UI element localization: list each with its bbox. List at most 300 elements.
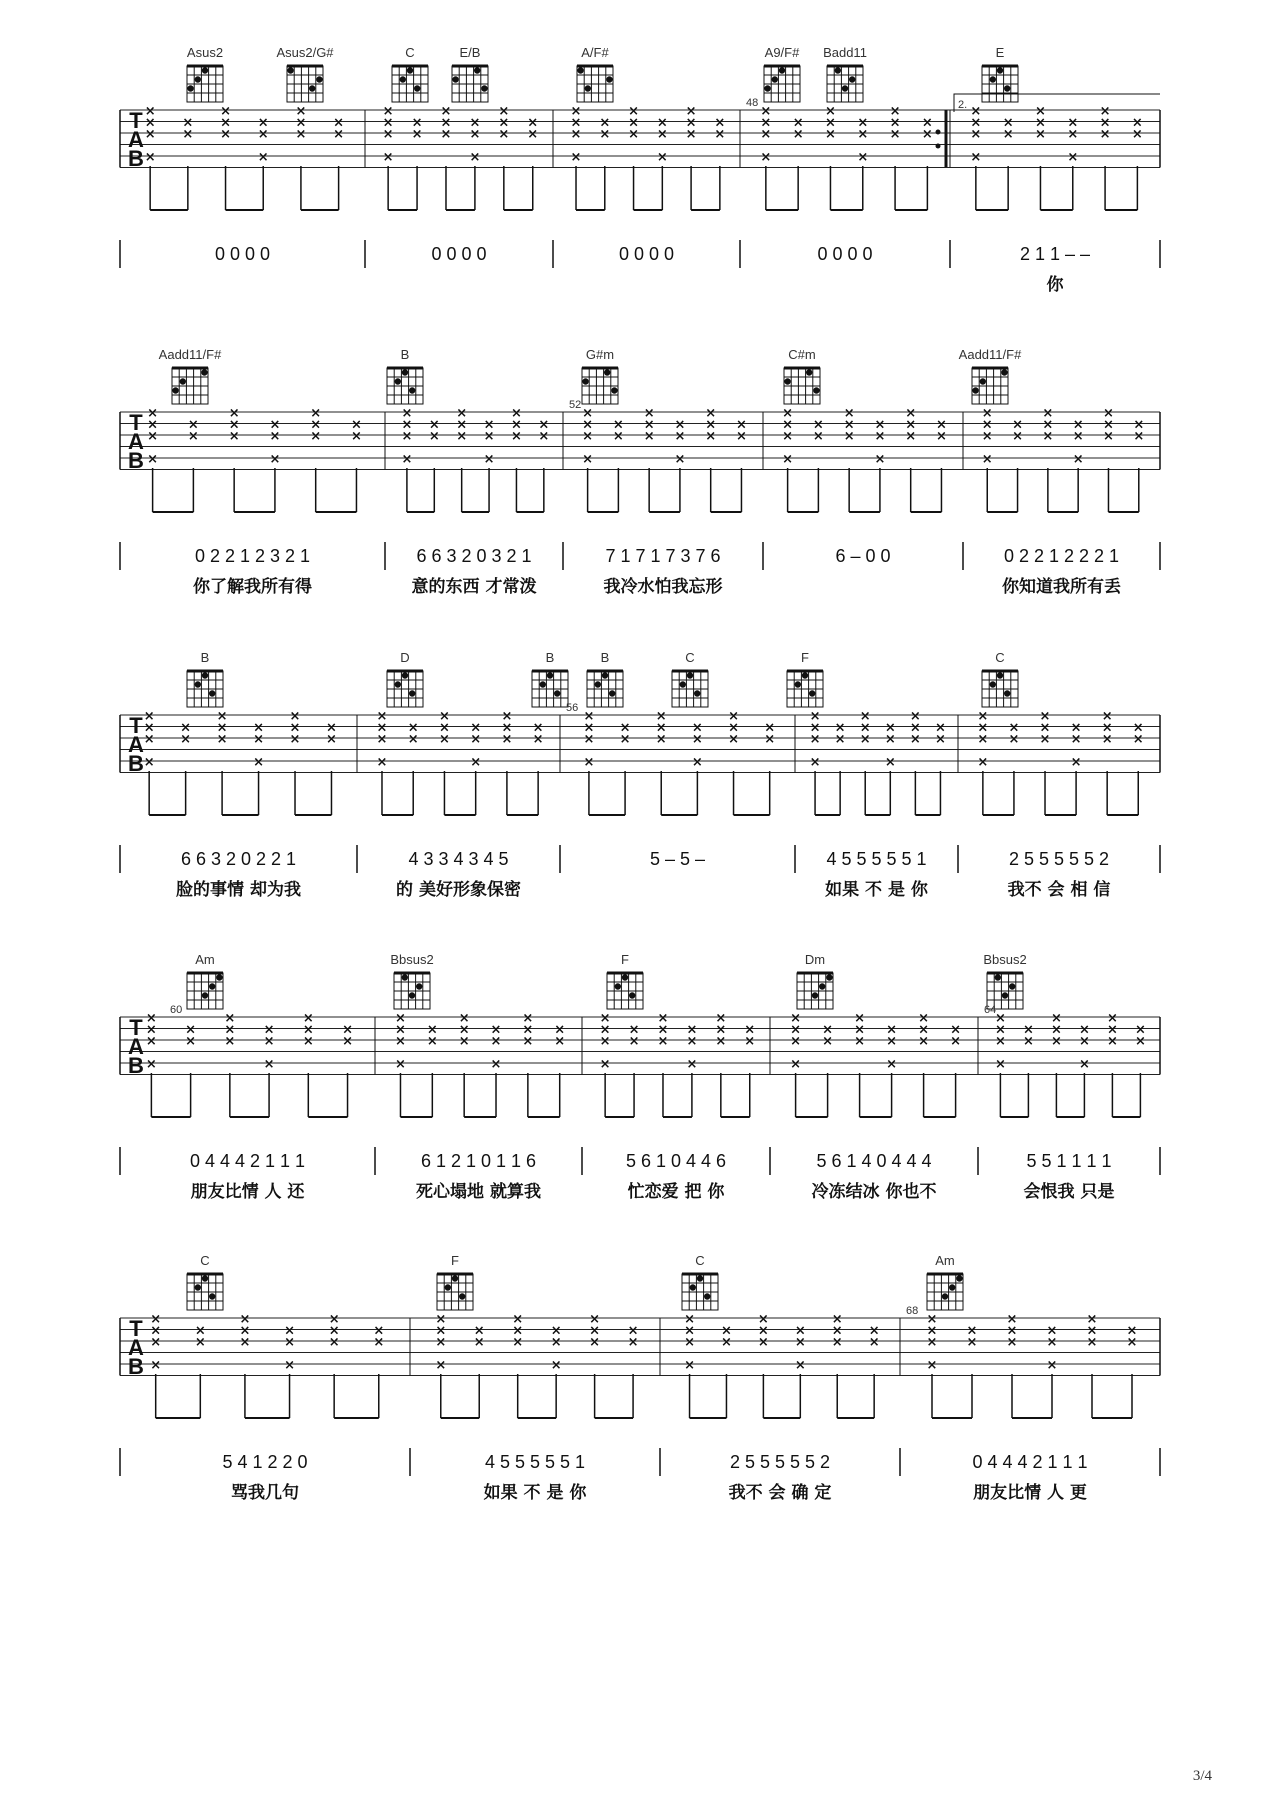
- bass-x: ×: [926, 1358, 938, 1373]
- strum-x: ×: [760, 127, 772, 142]
- strum-x: ×: [289, 732, 301, 747]
- strum-x: ×: [147, 429, 159, 444]
- strum-x: ×: [407, 720, 419, 736]
- strum-x: ×: [1022, 1022, 1034, 1038]
- finger-dot: [604, 369, 610, 375]
- finger-dot: [764, 85, 770, 91]
- strum-x: ×: [736, 417, 747, 433]
- finger-dot: [595, 681, 601, 687]
- strum-x: ×: [657, 1022, 669, 1038]
- strum-x: ×: [868, 1335, 880, 1350]
- strum-x: ×: [643, 406, 655, 421]
- strum-x: ×: [889, 104, 901, 119]
- notation-text: 0 4 4 4 2 1 1 1: [189, 1151, 306, 1171]
- strum-x: ×: [1039, 720, 1051, 736]
- strum-x: ×: [714, 127, 726, 142]
- strum-x: ×: [1067, 115, 1079, 131]
- volta-bracket: [954, 94, 1160, 112]
- finger-dot: [309, 85, 315, 91]
- bass-x: ×: [401, 452, 413, 467]
- strum-x: ×: [1012, 417, 1024, 433]
- strum-x: ×: [220, 115, 231, 131]
- strum-x: ×: [554, 1022, 566, 1038]
- strum-x: ×: [655, 720, 667, 736]
- strum-x: ×: [934, 720, 946, 736]
- strum-x: ×: [1103, 417, 1114, 433]
- finger-dot: [704, 1293, 710, 1299]
- strum-x: ×: [981, 406, 993, 421]
- chord-diagram: [587, 671, 623, 707]
- strum-x: ×: [1006, 1335, 1018, 1350]
- finger-dot: [622, 974, 628, 980]
- strum-x: ×: [966, 1335, 978, 1350]
- strum-x: ×: [257, 127, 269, 142]
- strum-x: ×: [905, 417, 917, 433]
- bass-x: ×: [253, 755, 265, 770]
- bass-x: ×: [483, 452, 495, 467]
- strum-x: ×: [435, 1323, 447, 1339]
- strum-x: ×: [705, 406, 717, 421]
- strum-x: ×: [889, 127, 901, 142]
- strum-x: ×: [239, 1312, 251, 1327]
- lyric-text: 你了解我所有得: [193, 577, 312, 597]
- finger-dot: [540, 681, 546, 687]
- strum-x: ×: [342, 1022, 353, 1038]
- strum-x: ×: [253, 732, 265, 747]
- strum-x: ×: [185, 1034, 197, 1049]
- finger-dot: [995, 974, 1001, 980]
- bass-x: ×: [144, 150, 156, 165]
- finger-dot: [1004, 85, 1010, 91]
- chord-name: Bbsus2: [983, 952, 1027, 967]
- strum-x: ×: [182, 127, 194, 142]
- strum-x: ×: [538, 417, 550, 433]
- finger-dot: [180, 378, 186, 384]
- bass-x: ×: [435, 1358, 447, 1373]
- strum-x: ×: [351, 429, 362, 444]
- finger-dot: [409, 992, 415, 998]
- strum-x: ×: [715, 1022, 727, 1038]
- strum-x: ×: [216, 709, 228, 724]
- strum-x: ×: [1022, 1034, 1034, 1049]
- bass-x: ×: [981, 452, 993, 467]
- finger-dot: [402, 974, 408, 980]
- bass-x: ×: [970, 150, 982, 165]
- chord-name: C: [995, 650, 1005, 665]
- strum-x: ×: [187, 429, 199, 444]
- strum-x: ×: [428, 417, 440, 433]
- tab-clef-letter: T: [129, 1316, 143, 1341]
- strum-x: ×: [1106, 1034, 1118, 1049]
- finger-dot: [195, 681, 201, 687]
- strum-x: ×: [220, 104, 231, 119]
- strum-x: ×: [187, 417, 199, 433]
- strum-x: ×: [599, 1011, 611, 1026]
- strum-x: ×: [868, 1323, 880, 1339]
- chord-name: C: [695, 1253, 705, 1268]
- chord-name: B: [400, 347, 410, 362]
- finger-dot: [997, 67, 1003, 73]
- lyric-text: 如果 不 是 你: [483, 1483, 587, 1503]
- finger-dot: [1004, 690, 1010, 696]
- strum-x: ×: [1008, 720, 1020, 736]
- strum-x: ×: [570, 115, 582, 131]
- strum-x: ×: [382, 104, 394, 119]
- strum-x: ×: [440, 115, 452, 131]
- strum-x: ×: [501, 732, 513, 747]
- strum-x: ×: [376, 709, 388, 724]
- finger-dot: [409, 690, 415, 696]
- chord-name: E: [995, 45, 1005, 60]
- strum-x: ×: [843, 406, 855, 421]
- lyric-text: 会恨我 只是: [1023, 1182, 1115, 1202]
- strum-x: ×: [143, 732, 155, 747]
- strum-x: ×: [1126, 1335, 1138, 1350]
- strum-x: ×: [744, 1034, 756, 1049]
- tab-clef-letter: B: [128, 751, 144, 776]
- strum-x: ×: [589, 1335, 601, 1350]
- strum-x: ×: [934, 732, 946, 747]
- strum-x: ×: [721, 1335, 732, 1350]
- strum-x: ×: [538, 429, 550, 444]
- tab-clef-letter: A: [128, 1034, 144, 1059]
- strum-x: ×: [302, 1011, 314, 1026]
- strum-x: ×: [757, 1312, 769, 1327]
- strum-x: ×: [970, 127, 982, 142]
- strum-x: ×: [483, 417, 495, 433]
- notation-text: 0 0 0 0: [817, 244, 873, 264]
- strum-x: ×: [994, 1022, 1006, 1038]
- finger-dot: [407, 67, 413, 73]
- strum-x: ×: [498, 127, 510, 142]
- strum-x: ×: [794, 1323, 806, 1339]
- strum-x: ×: [512, 1335, 524, 1350]
- bass-x: ×: [794, 1358, 806, 1373]
- strum-x: ×: [257, 115, 269, 131]
- chord-diagram: [784, 368, 820, 404]
- chord-diagram: [187, 973, 223, 1009]
- notation-text: 0 2 2 1 2 3 2 1: [194, 546, 311, 566]
- strum-x: ×: [469, 115, 481, 131]
- strum-x: ×: [382, 115, 394, 131]
- bass-x: ×: [874, 452, 886, 467]
- strum-x: ×: [628, 115, 640, 131]
- bass-x: ×: [656, 150, 668, 165]
- strum-x: ×: [728, 732, 739, 747]
- chord-name: G#m: [585, 347, 615, 362]
- bass-x: ×: [782, 452, 794, 467]
- finger-dot: [835, 67, 841, 73]
- strum-x: ×: [498, 115, 510, 131]
- strum-x: ×: [966, 1323, 978, 1339]
- strum-x: ×: [822, 1034, 834, 1049]
- strum-x: ×: [589, 1323, 601, 1339]
- strum-x: ×: [886, 1022, 898, 1038]
- strum-x: ×: [1042, 406, 1054, 421]
- chord-name: E/B: [459, 45, 481, 60]
- notation-text: 6 6 3 2 0 3 2 1: [416, 546, 532, 566]
- strum-x: ×: [655, 732, 667, 747]
- finger-dot: [819, 983, 825, 989]
- finger-dot: [195, 76, 201, 82]
- strum-x: ×: [224, 1011, 236, 1026]
- finger-dot: [400, 76, 406, 82]
- strum-x: ×: [239, 1335, 251, 1350]
- measure-number: 56: [566, 702, 579, 714]
- chord-diagram: [394, 973, 430, 1009]
- finger-dot: [452, 76, 458, 82]
- strum-x: ×: [522, 1034, 534, 1049]
- strum-x: ×: [510, 406, 522, 421]
- strum-x: ×: [764, 720, 776, 736]
- strum-x: ×: [792, 115, 804, 131]
- strum-x: ×: [144, 115, 156, 131]
- strum-x: ×: [1050, 1011, 1062, 1026]
- strum-x: ×: [382, 127, 394, 142]
- bass-x: ×: [147, 452, 159, 467]
- strum-x: ×: [744, 1022, 756, 1038]
- strum-x: ×: [812, 417, 824, 433]
- bass-x: ×: [684, 1358, 695, 1373]
- strum-x: ×: [1012, 429, 1024, 444]
- strum-x: ×: [684, 1323, 695, 1339]
- tab-clef-letter: B: [128, 146, 144, 171]
- finger-dot: [806, 369, 812, 375]
- bass-x: ×: [1078, 1057, 1090, 1072]
- bass-x: ×: [809, 755, 821, 770]
- strum-x: ×: [143, 720, 155, 736]
- chord-name: F: [451, 1253, 459, 1268]
- lyric-text: 忙恋爱 把 你: [627, 1182, 725, 1202]
- chord-name: B: [545, 650, 555, 665]
- chord-name: Badd11: [823, 45, 867, 60]
- chord-diagram: [387, 368, 423, 404]
- strum-x: ×: [144, 104, 156, 119]
- notation-text: 5 6 1 0 4 4 6: [625, 1151, 727, 1171]
- strum-x: ×: [782, 406, 794, 421]
- strum-x: ×: [295, 115, 307, 131]
- chord-diagram: [387, 671, 423, 707]
- strum-x: ×: [1078, 1034, 1090, 1049]
- strum-x: ×: [470, 720, 482, 736]
- strum-x: ×: [458, 1011, 470, 1026]
- strum-x: ×: [224, 1034, 236, 1049]
- strum-x: ×: [909, 709, 921, 724]
- strum-x: ×: [407, 732, 419, 747]
- strum-x: ×: [490, 1022, 502, 1038]
- chord-name: Asus2: [186, 45, 224, 60]
- strum-x: ×: [401, 429, 413, 444]
- strum-x: ×: [1133, 429, 1145, 444]
- finger-dot: [201, 369, 207, 375]
- strum-x: ×: [456, 417, 468, 433]
- notation-text: 5 4 1 2 2 0: [222, 1452, 308, 1472]
- lyric-text: 我不 会 确 定: [728, 1483, 832, 1503]
- strum-x: ×: [532, 732, 544, 747]
- strum-x: ×: [216, 732, 228, 747]
- strum-x: ×: [981, 417, 993, 433]
- strum-x: ×: [1035, 104, 1046, 119]
- strum-x: ×: [1131, 115, 1143, 131]
- finger-dot: [980, 378, 986, 384]
- tab-clef-letter: A: [128, 429, 144, 454]
- strum-x: ×: [376, 732, 388, 747]
- strum-x: ×: [1101, 709, 1113, 724]
- finger-dot: [316, 76, 322, 82]
- strum-x: ×: [918, 1011, 930, 1026]
- chord-diagram: [287, 66, 323, 102]
- chord-name: Asus2/G#: [276, 45, 334, 60]
- volta-label: 2.: [958, 99, 968, 111]
- tab-clef-letter: T: [129, 410, 143, 435]
- finger-dot: [474, 67, 480, 73]
- strum-x: ×: [483, 429, 495, 444]
- strum-x: ×: [1103, 429, 1114, 444]
- strum-x: ×: [302, 1022, 314, 1038]
- strum-x: ×: [936, 417, 947, 433]
- strum-x: ×: [426, 1034, 438, 1049]
- strum-x: ×: [180, 732, 192, 747]
- finger-dot: [849, 76, 855, 82]
- bass-x: ×: [143, 755, 155, 770]
- strum-x: ×: [684, 1312, 695, 1327]
- tab-clef-letter: A: [128, 732, 144, 757]
- strum-x: ×: [874, 417, 886, 433]
- finger-dot: [187, 85, 193, 91]
- strum-x: ×: [834, 720, 846, 736]
- strum-x: ×: [310, 406, 322, 421]
- bass-x: ×: [857, 150, 869, 165]
- bass-x: ×: [490, 1057, 502, 1072]
- strum-x: ×: [145, 1034, 157, 1049]
- notation-text: 2 5 5 5 5 5 2: [729, 1452, 831, 1472]
- finger-dot: [990, 76, 996, 82]
- strum-x: ×: [582, 406, 594, 421]
- strum-x: ×: [1078, 1022, 1090, 1038]
- strum-x: ×: [1042, 417, 1054, 433]
- finger-dot: [402, 672, 408, 678]
- strum-x: ×: [239, 1323, 251, 1339]
- strum-x: ×: [438, 732, 450, 747]
- strum-x: ×: [705, 429, 717, 444]
- bass-x: ×: [570, 150, 582, 165]
- strum-x: ×: [691, 720, 703, 736]
- strum-x: ×: [950, 1022, 962, 1038]
- finger-dot: [554, 690, 560, 696]
- strum-x: ×: [619, 732, 631, 747]
- finger-dot: [629, 992, 635, 998]
- chord-name: Am: [195, 952, 215, 967]
- finger-dot: [826, 974, 832, 980]
- strum-x: ×: [715, 1034, 727, 1049]
- strum-x: ×: [438, 709, 450, 724]
- strum-x: ×: [1106, 1022, 1118, 1038]
- notation-text: 0 0 0 0: [618, 244, 675, 264]
- strum-x: ×: [426, 1022, 438, 1038]
- strum-x: ×: [1006, 1312, 1018, 1327]
- strum-x: ×: [1101, 732, 1113, 747]
- finger-dot: [694, 690, 700, 696]
- strum-x: ×: [1134, 1022, 1146, 1038]
- strum-x: ×: [812, 429, 824, 444]
- chord-name: Dm: [804, 952, 826, 967]
- chord-diagram: [452, 66, 488, 102]
- strum-x: ×: [905, 406, 917, 421]
- strum-x: ×: [263, 1034, 275, 1049]
- strum-x: ×: [1002, 115, 1014, 131]
- strum-x: ×: [905, 429, 917, 444]
- strum-x: ×: [936, 429, 947, 444]
- finger-dot: [209, 983, 215, 989]
- strum-x: ×: [874, 429, 886, 444]
- finger-dot: [402, 369, 408, 375]
- strum-x: ×: [342, 1034, 353, 1049]
- chord-diagram: [797, 973, 833, 1009]
- strum-x: ×: [619, 720, 631, 736]
- bass-x: ×: [1072, 452, 1084, 467]
- strum-x: ×: [458, 1034, 470, 1049]
- strum-x: ×: [510, 429, 522, 444]
- finger-dot: [611, 387, 617, 393]
- bass-x: ×: [599, 1057, 611, 1072]
- strum-x: ×: [216, 720, 228, 736]
- notation-text: 4 3 3 4 3 4 5: [408, 849, 509, 869]
- lyric-text: 骂我几句: [231, 1483, 299, 1503]
- strum-x: ×: [970, 115, 982, 131]
- strum-x: ×: [792, 127, 804, 142]
- strum-x: ×: [458, 1022, 470, 1038]
- lyric-text: 死心塌地 就算我: [416, 1182, 541, 1202]
- strum-x: ×: [228, 406, 240, 421]
- strum-x: ×: [1039, 732, 1051, 747]
- strum-x: ×: [612, 417, 624, 433]
- chord-name: C: [405, 45, 415, 60]
- strum-x: ×: [599, 115, 611, 131]
- strum-x: ×: [373, 1323, 385, 1339]
- strum-x: ×: [843, 429, 855, 444]
- strum-x: ×: [180, 720, 192, 736]
- notation-text: 5 5 1 1 1 1: [1026, 1151, 1112, 1171]
- chord-name: B: [600, 650, 610, 665]
- lyric-text: 意的东西 才常泼: [411, 577, 537, 597]
- bass-x: ×: [994, 1057, 1006, 1072]
- finger-dot: [606, 76, 612, 82]
- measure-number: 48: [746, 97, 759, 109]
- bass-x: ×: [145, 1057, 157, 1072]
- strum-x: ×: [977, 720, 989, 736]
- finger-dot: [795, 681, 801, 687]
- finger-dot: [202, 1275, 208, 1281]
- bass-x: ×: [257, 150, 269, 165]
- strum-x: ×: [1126, 1323, 1138, 1339]
- strum-x: ×: [326, 720, 337, 736]
- finger-dot: [287, 67, 293, 73]
- strum-x: ×: [395, 1011, 406, 1026]
- chord-diagram: [787, 671, 823, 707]
- strum-x: ×: [831, 1335, 843, 1350]
- bass-x: ×: [1067, 150, 1079, 165]
- strum-x: ×: [728, 720, 739, 736]
- finger-dot: [842, 85, 848, 91]
- strum-x: ×: [220, 127, 231, 142]
- strum-x: ×: [714, 115, 726, 131]
- chord-diagram: [607, 973, 643, 1009]
- strum-x: ×: [582, 417, 594, 433]
- strum-x: ×: [1035, 127, 1046, 142]
- strum-x: ×: [854, 1034, 866, 1049]
- strum-x: ×: [228, 429, 240, 444]
- bass-x: ×: [691, 755, 703, 770]
